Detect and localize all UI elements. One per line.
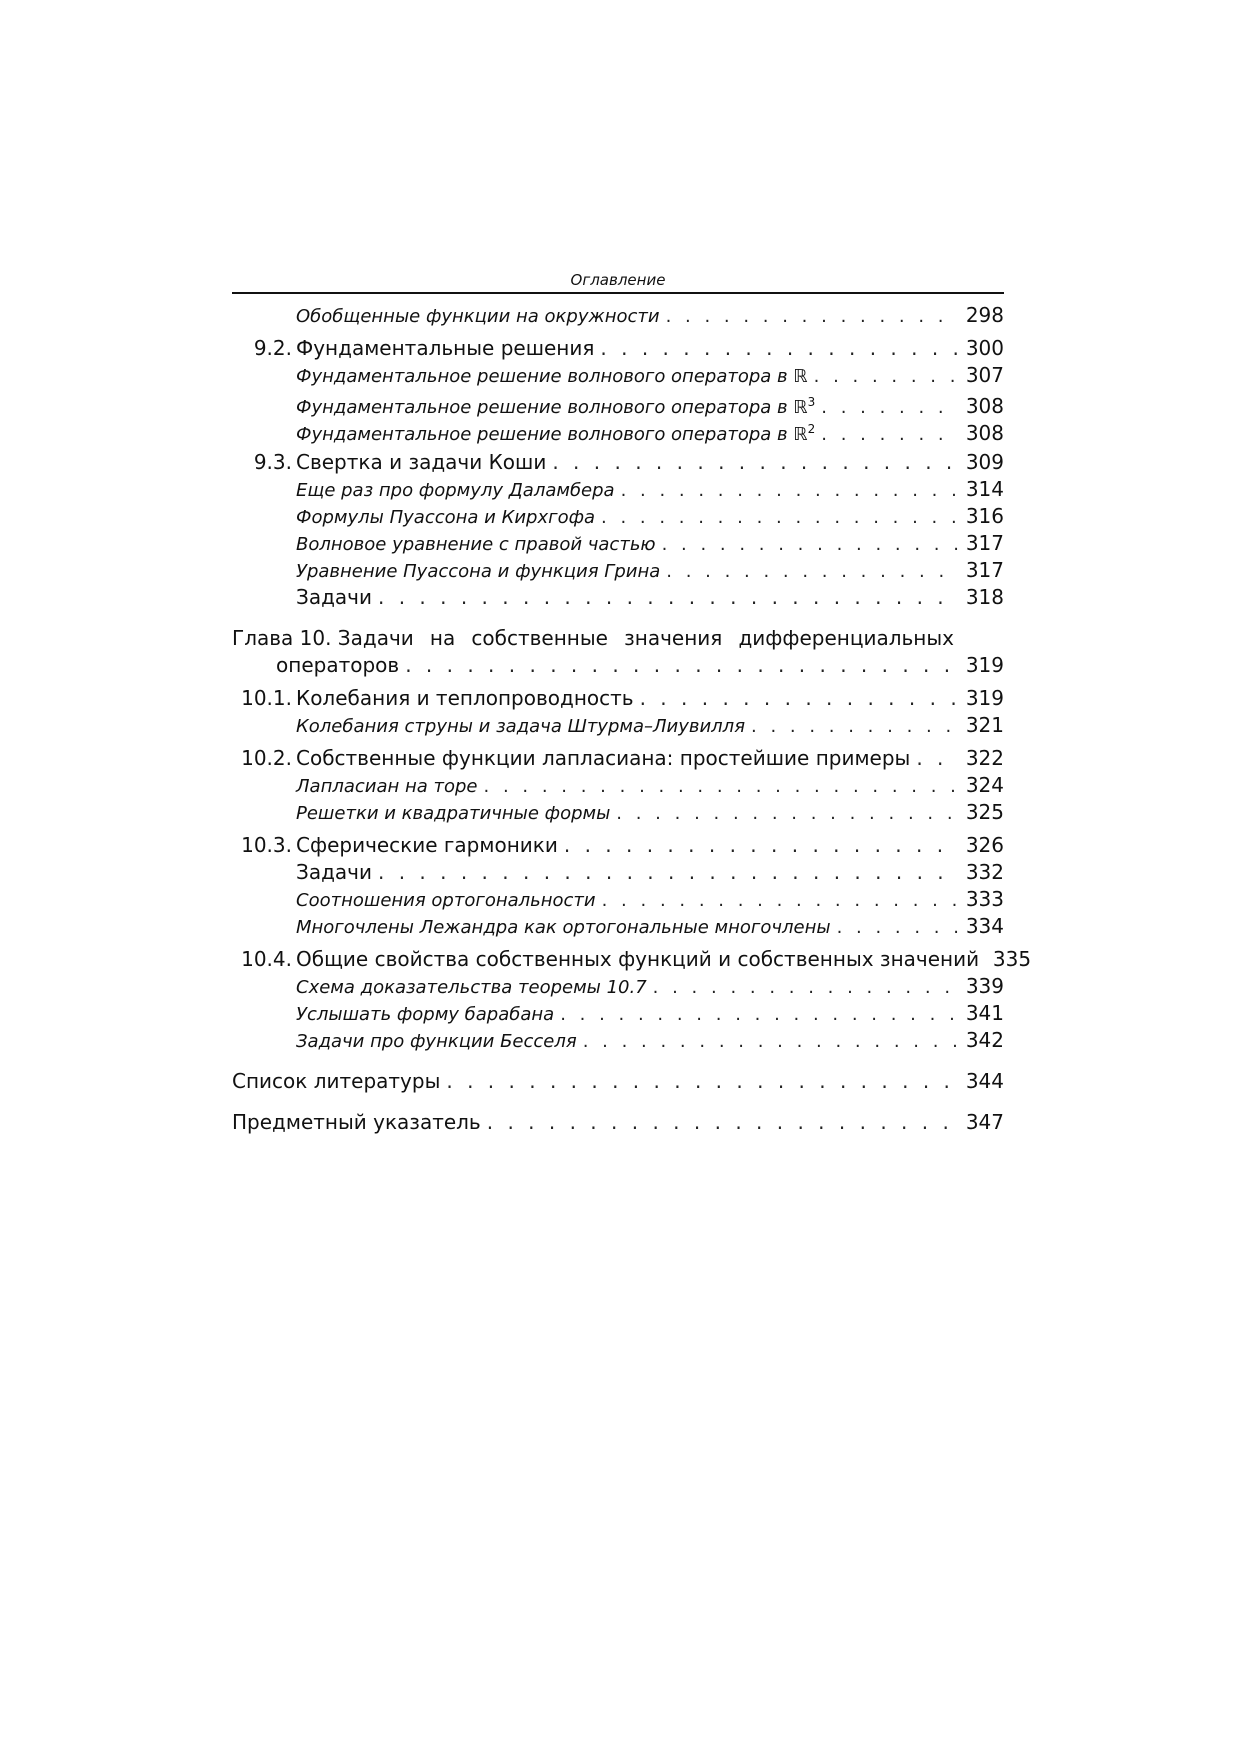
toc-entry-title: Колебания струны и задача Штурма–Лиувилля: [296, 716, 746, 737]
toc-entry-title: Еще раз про формулу Даламбера: [296, 480, 615, 501]
toc-section-10-1[interactable]: [232, 685, 1004, 712]
leader-dots: [666, 303, 958, 330]
chapter-word: собственные: [471, 626, 608, 650]
section-title: Фундаментальные решения: [296, 336, 595, 360]
toc-entry-page: 333: [965, 887, 1004, 911]
toc-entry-page: 317: [965, 558, 1004, 582]
toc-entry[interactable]: [232, 1027, 1004, 1054]
toc-entry-title: Услышать форму барабана: [296, 1004, 555, 1025]
toc-entry-page: 298: [965, 303, 1004, 327]
leader-dots: [601, 504, 958, 531]
leader-dots: [821, 421, 958, 448]
toc-entry-page: 342: [965, 1028, 1004, 1052]
toc-entry-page: 325: [965, 800, 1004, 824]
toc-entry-title: Многочлены Лежандра как ортогональные многочлены: [296, 917, 831, 938]
leader-dots: [640, 685, 958, 712]
toc-entry[interactable]: [232, 772, 1004, 799]
toc-entry-title: Лапласиан на торе: [296, 776, 478, 797]
leader-dots: [621, 477, 958, 504]
section-page: 326: [965, 833, 1004, 857]
chapter-word: значения: [624, 626, 723, 650]
leader-dots: [666, 558, 958, 585]
toc-entry-title: Задачи про функции Бесселя: [296, 1031, 577, 1052]
section-title: Колебания и теплопроводность: [296, 686, 634, 710]
toc-entry[interactable]: [232, 584, 1004, 611]
toc-entry[interactable]: [232, 712, 1004, 739]
toc-entry-page: 334: [965, 914, 1004, 938]
toc-entry[interactable]: [232, 913, 1004, 940]
toc-entry-page: 321: [965, 713, 1004, 737]
leader-dots: [487, 1109, 958, 1136]
leader-dots: [583, 1028, 958, 1055]
toc-entry-page: 341: [965, 1001, 1004, 1025]
toc-entry[interactable]: [232, 476, 1004, 503]
section-page: 309: [965, 450, 1004, 474]
leader-dots: [602, 887, 958, 914]
toc-section-10-4[interactable]: [232, 946, 1032, 973]
leader-dots: [378, 859, 958, 886]
leader-dots: [552, 449, 958, 476]
section-number: 9.2.: [253, 336, 292, 360]
section-title: Общие свойства собственных функций и собственных значений: [296, 947, 980, 971]
chapter-10-title[interactable]: [232, 625, 954, 652]
section-number: 10.3.: [241, 833, 292, 857]
toc-section-10-2[interactable]: [232, 745, 1004, 772]
toc-entry-title: Волновое уравнение с правой частью: [296, 534, 656, 555]
chapter-word: дифференциальных: [738, 626, 954, 650]
toc-entry-page: 324: [965, 773, 1004, 797]
running-head: Оглавление: [570, 271, 666, 289]
chapter-10-line2[interactable]: [232, 652, 1004, 679]
leader-dots: [446, 1068, 958, 1095]
toc-section-9-2[interactable]: [232, 335, 1004, 362]
toc-entry-page: 308: [965, 421, 1004, 445]
chapter-title-cont: операторов: [276, 653, 400, 677]
toc-entry[interactable]: [232, 389, 1004, 416]
toc-entry-page: 317: [965, 531, 1004, 555]
toc-entry[interactable]: [232, 886, 1004, 913]
leader-dots: [837, 914, 958, 941]
toc-page: [232, 268, 1032, 1136]
toc-index[interactable]: [232, 1109, 1004, 1136]
leader-dots: [821, 394, 958, 421]
leader-dots: [916, 745, 958, 772]
leader-dots: [662, 531, 958, 558]
toc-entry[interactable]: [232, 1000, 1004, 1027]
toc-entry-page: 318: [965, 585, 1004, 609]
toc-entry-title: Фундаментальное решение волнового оператора в ℝ: [296, 366, 808, 387]
section-title: Сферические гармоники: [296, 833, 558, 857]
toc-entry-title: Фундаментальное решение волнового оператора в ℝ$^3$: [296, 395, 816, 418]
toc-entry-title: Уравнение Пуассона и функция Грина: [296, 561, 661, 582]
toc-entry-page: 307: [965, 363, 1004, 387]
bibliography-page: 344: [965, 1069, 1004, 1093]
section-number: 10.1.: [241, 686, 292, 710]
section-number: 10.4.: [241, 947, 292, 971]
leader-dots: [405, 652, 958, 679]
toc-entry-title: Формулы Пуассона и Кирхгофа: [296, 507, 596, 528]
index-page: 347: [965, 1110, 1004, 1134]
toc-entry-title: Задачи: [296, 860, 372, 884]
toc-entry-page: 339: [965, 974, 1004, 998]
section-title: Свертка и задачи Коши: [296, 450, 547, 474]
toc-entry-title: Фундаментальное решение волнового оператора в ℝ$^2$: [296, 422, 816, 445]
section-number: 10.2.: [241, 746, 292, 770]
superscript: 3: [807, 395, 816, 409]
toc-entry-page: 314: [965, 477, 1004, 501]
leader-dots: [814, 363, 958, 390]
leader-dots: [564, 832, 958, 859]
section-page: 322: [965, 746, 1004, 770]
leader-dots: [378, 584, 958, 611]
toc-entry[interactable]: [232, 362, 1004, 389]
toc-entry[interactable]: [232, 503, 1004, 530]
leader-dots: [560, 1001, 958, 1028]
toc-entry[interactable]: [232, 416, 1004, 443]
toc-entry-title: Схема доказательства теоремы 10.7: [296, 977, 647, 998]
toc-entry-title: Обобщенные функции на окружности: [296, 306, 660, 327]
toc-entry[interactable]: [232, 557, 1004, 584]
toc-entry-title: Задачи: [296, 585, 372, 609]
leader-dots: [600, 335, 958, 362]
toc-entry-page: 308: [965, 394, 1004, 418]
section-page: 319: [965, 686, 1004, 710]
toc-entry[interactable]: [232, 799, 1004, 826]
leader-dots: [653, 974, 958, 1001]
index-title: Предметный указатель: [232, 1110, 481, 1134]
toc-section-9-3[interactable]: [232, 449, 1004, 476]
leader-dots: [616, 800, 958, 827]
toc-section-10-3[interactable]: [232, 832, 1004, 859]
leader-dots: [484, 773, 958, 800]
chapter-word: на: [429, 626, 456, 650]
section-page: 335: [992, 947, 1032, 971]
toc-entry-title: Соотношения ортогональности: [296, 890, 596, 911]
leader-dots: [751, 713, 958, 740]
toc-entry[interactable]: [232, 973, 1004, 1000]
section-title: Собственные функции лапласиана: простейшие примеры: [296, 746, 911, 770]
chapter-word: Глава 10. Задачи: [232, 626, 414, 650]
toc-bibliography[interactable]: [232, 1068, 1004, 1095]
toc-entry-title: Решетки и квадратичные формы: [296, 803, 611, 824]
bibliography-title: Список литературы: [232, 1069, 441, 1093]
toc-entry-page: 316: [965, 504, 1004, 528]
superscript: 2: [807, 422, 816, 436]
section-number: 9.3.: [253, 450, 292, 474]
toc-entry-page: 332: [965, 860, 1004, 884]
chapter-page: 319: [965, 653, 1004, 677]
header-rule: [232, 292, 1004, 294]
toc-entry[interactable]: [232, 302, 1004, 329]
section-page: 300: [965, 336, 1004, 360]
toc-entry[interactable]: [232, 859, 1004, 886]
toc-entry[interactable]: [232, 530, 1004, 557]
